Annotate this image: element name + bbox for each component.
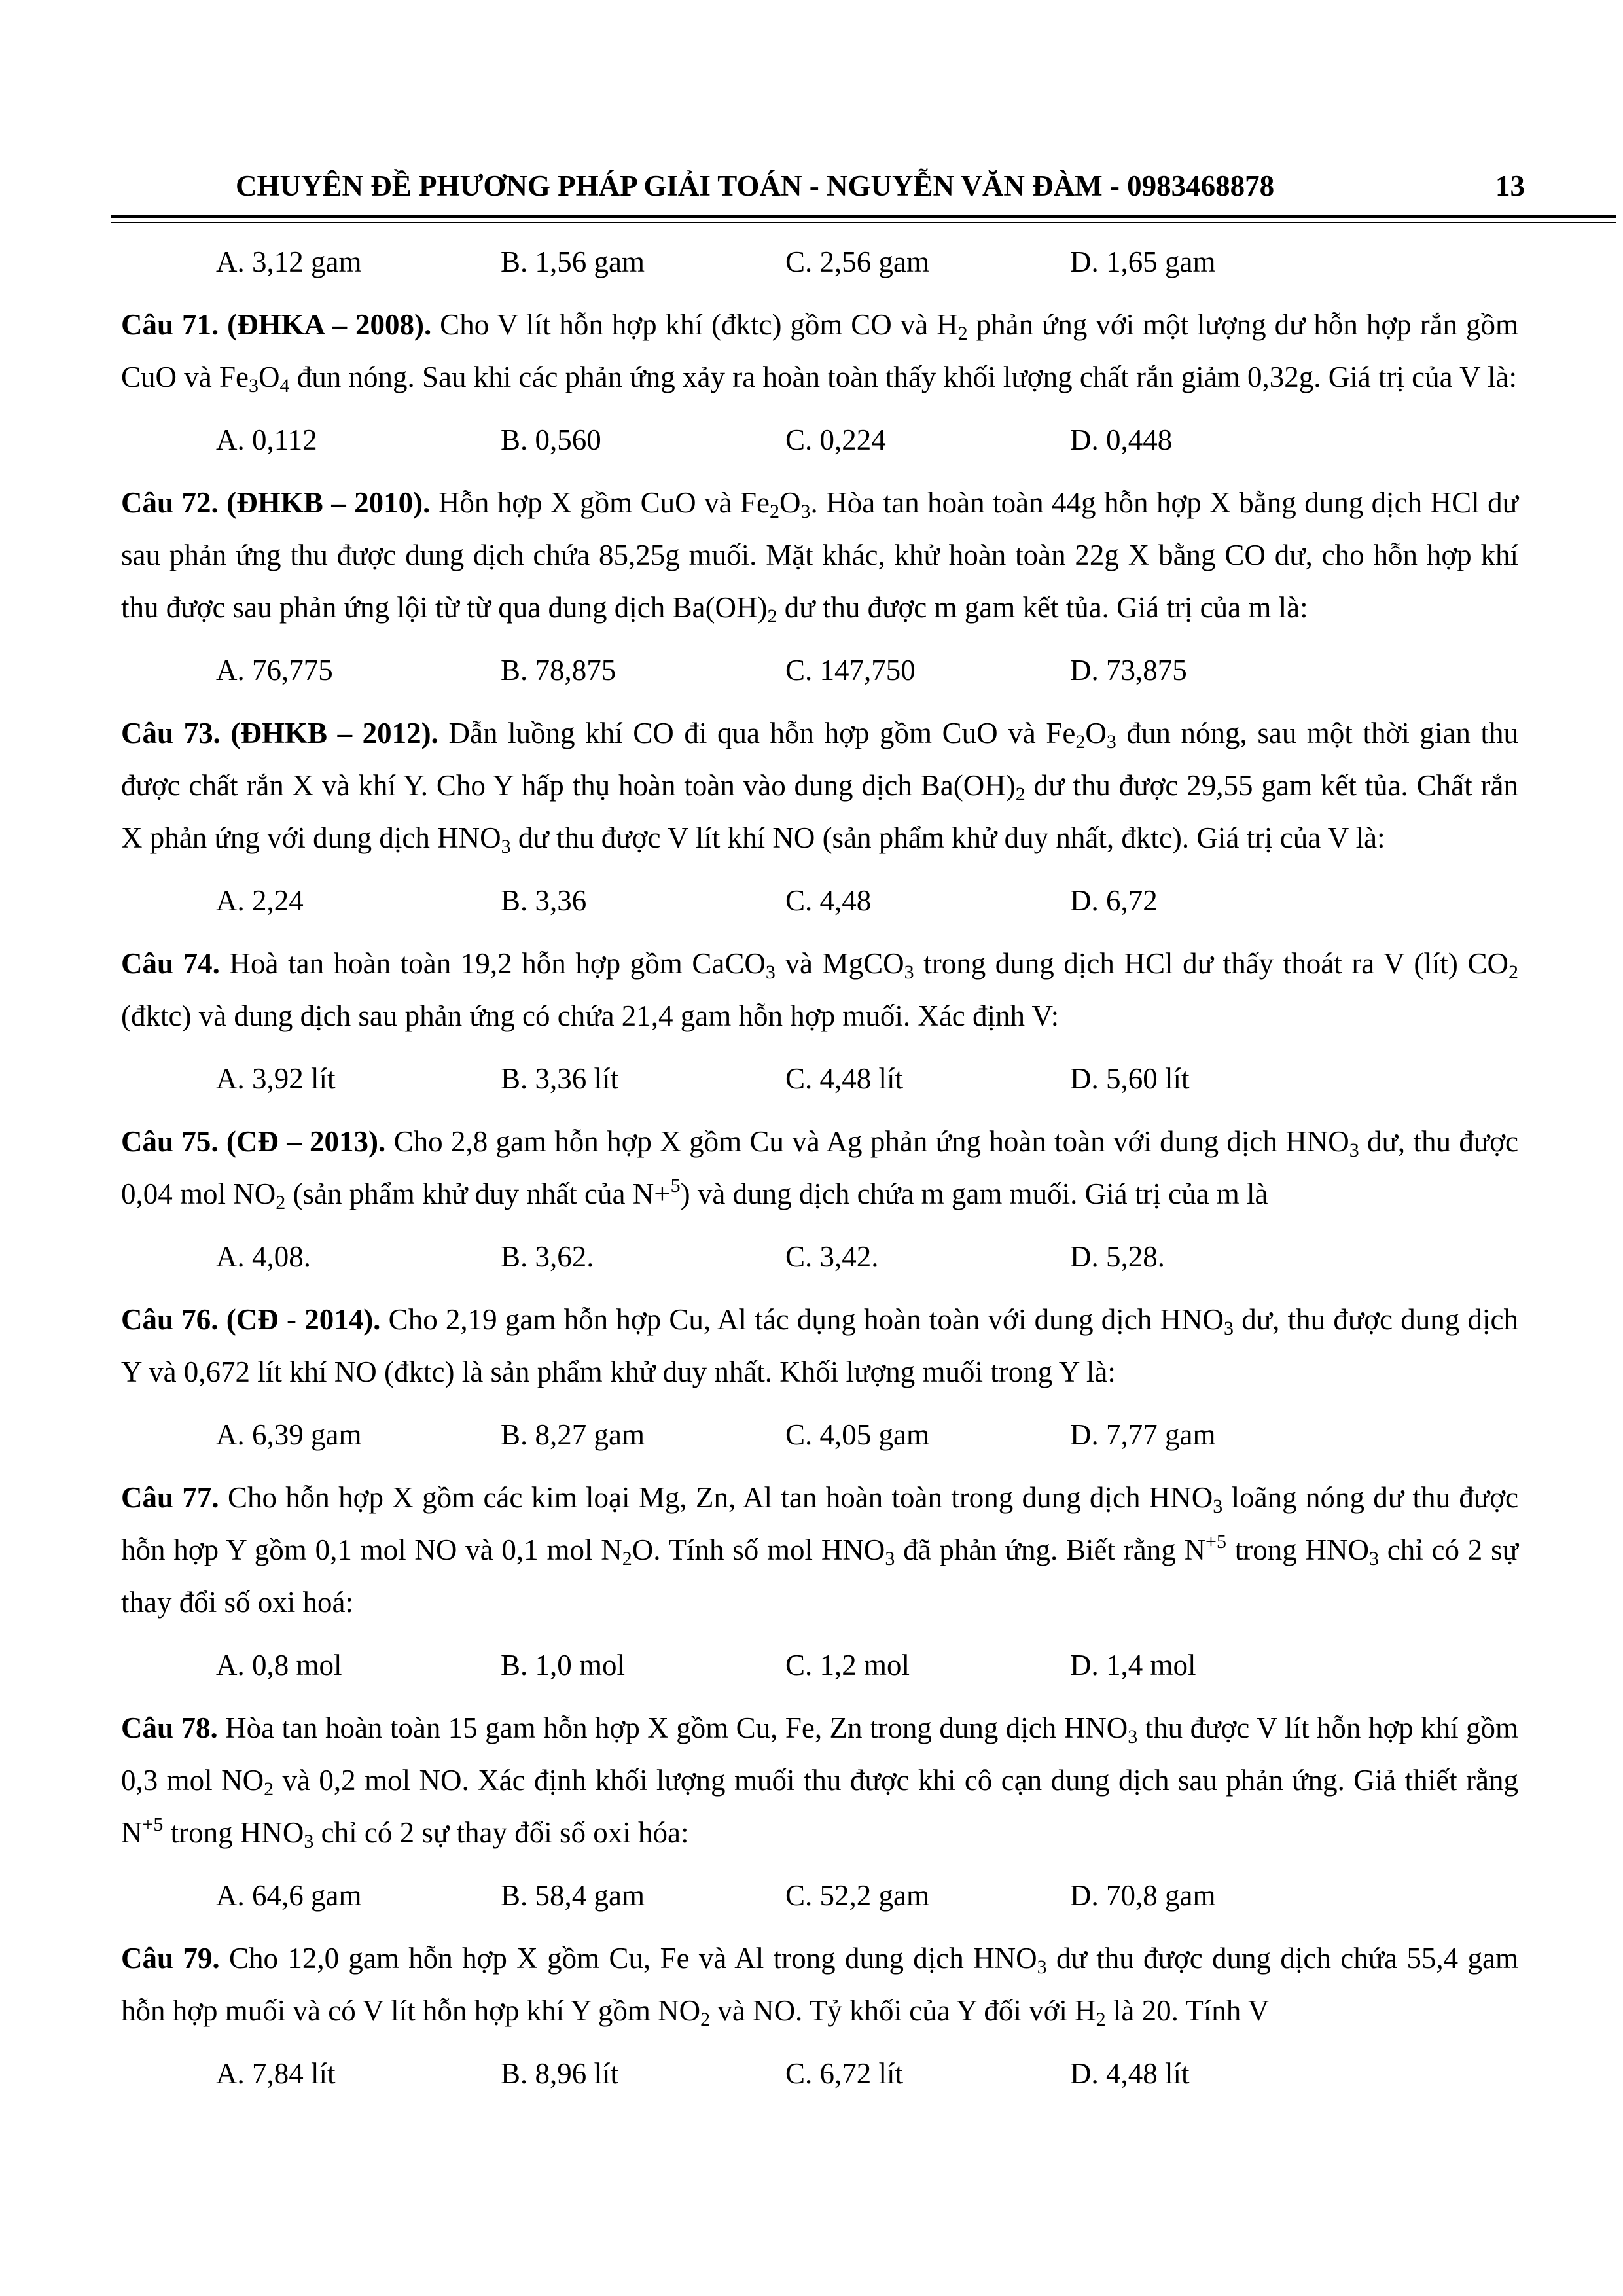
question-label: Câu 75. (CĐ – 2013).	[121, 1125, 386, 1158]
page-number: 13	[1495, 170, 1525, 202]
question-block	[121, 927, 1518, 1105]
option-a: A. 4,08.	[216, 1240, 311, 1273]
question-label: Câu 73. (ĐHKB – 2012).	[121, 717, 438, 749]
answer-options	[121, 414, 1518, 466]
question-stem	[121, 1115, 1518, 1220]
question-block	[121, 696, 1518, 927]
question-label: Câu 74.	[121, 947, 220, 980]
option-a: A. 64,6 gam	[216, 1879, 362, 1912]
answer-options	[121, 1639, 1518, 1691]
question-block	[121, 288, 1518, 466]
option-c: C. 2,56 gam	[785, 245, 929, 278]
option-c: C. 1,2 mol	[785, 1649, 910, 1681]
question-block	[121, 466, 1518, 696]
option-b: B. 3,62.	[501, 1240, 594, 1273]
question-block	[121, 1461, 1518, 1691]
spacer	[121, 1691, 1518, 1702]
spacer	[121, 1220, 1518, 1230]
spacer	[121, 466, 1518, 476]
page-header	[124, 169, 1525, 215]
answer-options	[121, 1869, 1518, 1922]
question-text: Cho 2,19 gam hỗn hợp Cu, Al tác dụng hoàn toàn với dung dịch $HNO_3$ dư, thu được dung dịch Y và 0,672 lít khí NO (đktc) là sản phẩm khử duy nhất. Khối lượng muối trong Y là:	[121, 1303, 1518, 1388]
question-block	[121, 1105, 1518, 1283]
spacer	[121, 1398, 1518, 1408]
question-stem	[121, 707, 1518, 864]
option-c: C. 6,72 lít	[785, 2057, 904, 2090]
option-b: B. 1,0 mol	[501, 1649, 626, 1681]
option-c: C. 0,224	[785, 423, 886, 456]
option-b: B. 58,4 gam	[501, 1879, 645, 1912]
spacer	[121, 288, 1518, 298]
question-list	[121, 288, 1518, 2100]
option-d: D. 6,72	[1070, 884, 1158, 917]
option-a: A. 3,92 lít	[216, 1062, 336, 1095]
option-d: D. 7,77 gam	[1070, 1418, 1216, 1451]
question-text: Dẫn luồng khí CO đi qua hỗn hợp gồm CuO và $Fe_2O_3$ đun nóng, sau một thời gian thu được chất rắn X và khí Y. Cho Y hấp thụ hoàn toàn vào dung dịch $Ba(OH)_2$ dư thu được 29,55 gam kết tủa. Chất rắn X phản ứng với dung dịch $HNO_3$ dư thu được V lít khí NO (sản phẩm khử duy nhất, đktc). Giá trị của V là:	[121, 717, 1519, 857]
question-text: Cho V lít hỗn hợp khí (đktc) gồm CO và $H_2$ phản ứng với một lượng dư hỗn hợp rắn gồm CuO và $Fe_3O_4$ đun nóng. Sau khi các phản ứng xảy ra hoàn toàn thấy khối lượng chất rắn giảm 0,32g. Giá trị của V là:	[121, 308, 1518, 397]
spacer	[121, 864, 1518, 874]
spacer	[121, 927, 1518, 937]
question-block	[121, 1691, 1518, 1922]
option-b: B. 3,36 lít	[501, 1062, 619, 1095]
page-content	[121, 236, 1518, 2100]
answer-options	[121, 644, 1518, 696]
header-rule-thick	[111, 215, 1616, 218]
option-a: A. 3,12 gam	[216, 245, 362, 278]
option-a: A. 0,112	[216, 423, 317, 456]
answer-options	[121, 1052, 1518, 1105]
spacer	[121, 2037, 1518, 2047]
spacer	[121, 403, 1518, 414]
header-title: CHUYÊN ĐỀ PHƯƠNG PHÁP GIẢI TOÁN - NGUYỄN VĂN ĐÀM - 0983468878	[236, 170, 1275, 202]
question-stem	[121, 298, 1518, 403]
question-stem	[121, 476, 1518, 634]
question-label: Câu 76. (CĐ - 2014).	[121, 1303, 381, 1336]
question-text: Cho 2,8 gam hỗn hợp X gồm Cu và Ag phản ứng hoàn toàn với dung dịch $HNO_3$ dư, thu được 0,04 mol $NO_2$ (sản phẩm khử duy nhất của N+$^5$) và dung dịch chứa m gam muối. Giá trị của m là	[121, 1125, 1518, 1213]
option-d: D. 5,60 lít	[1070, 1062, 1190, 1095]
question-stem	[121, 1471, 1518, 1628]
option-a: A. 6,39 gam	[216, 1418, 362, 1451]
answer-options	[121, 1230, 1518, 1283]
question-label: Câu 71. (ĐHKA – 2008).	[121, 308, 432, 341]
question-stem	[121, 1293, 1518, 1398]
spacer	[121, 1461, 1518, 1471]
option-c: C. 52,2 gam	[785, 1879, 929, 1912]
option-b: B. 3,36	[501, 884, 587, 917]
spacer	[121, 634, 1518, 644]
option-a: A. 76,775	[216, 654, 333, 687]
question-block	[121, 1283, 1518, 1461]
spacer	[121, 1283, 1518, 1293]
option-a: A. 0,8 mol	[216, 1649, 342, 1681]
option-d: D. 1,65 gam	[1070, 245, 1216, 278]
option-c: C. 4,48	[785, 884, 872, 917]
top-answer-options	[121, 236, 1518, 288]
option-d: D. 4,48 lít	[1070, 2057, 1190, 2090]
option-c: C. 147,750	[785, 654, 916, 687]
option-d: D. 0,448	[1070, 423, 1173, 456]
option-c: C. 4,05 gam	[785, 1418, 929, 1451]
option-a: A. 2,24	[216, 884, 304, 917]
spacer	[121, 1922, 1518, 1932]
spacer	[121, 1042, 1518, 1052]
option-b: B. 8,27 gam	[501, 1418, 645, 1451]
option-b: B. 1,56 gam	[501, 245, 645, 278]
question-text: Hoà tan hoàn toàn 19,2 hỗn hợp gồm CaCO$_3$ và MgCO$_3$ trong dung dịch HCl dư thấy thoát ra V (lít) $CO_2$ (đktc) và dung dịch sau phản ứng có chứa 21,4 gam hỗn hợp muối. Xác định V:	[121, 947, 1518, 1032]
question-label: Câu 78.	[121, 1712, 218, 1744]
option-c: C. 3,42.	[785, 1240, 879, 1273]
spacer	[121, 1105, 1518, 1115]
question-stem	[121, 1932, 1518, 2037]
question-label: Câu 79.	[121, 1942, 220, 1975]
spacer	[121, 696, 1518, 707]
answer-options	[121, 1408, 1518, 1461]
option-d: D. 73,875	[1070, 654, 1187, 687]
option-d: D. 5,28.	[1070, 1240, 1165, 1273]
option-b: B. 0,560	[501, 423, 601, 456]
header-rule-thin	[111, 222, 1616, 223]
question-text: Hòa tan hoàn toàn 15 gam hỗn hợp X gồm Cu, Fe, Zn trong dung dịch $HNO_3$ thu được V lít hỗn hợp khí gồm 0,3 mol $NO_2$ và 0,2 mol NO. Xác định khối lượng muối thu được khi cô cạn dung dịch sau phản ứng. Giả thiết rằng $N^{+5}$ trong $HNO_3$ chỉ có 2 sự thay đổi số oxi hóa:	[121, 1712, 1519, 1852]
question-stem	[121, 937, 1518, 1042]
question-text: Cho hỗn hợp X gồm các kim loại Mg, Zn, Al tan hoàn toàn trong dung dịch $HNO_3$ loãng nóng dư thu được hỗn hợp Y gồm 0,1 mol NO và 0,1 mol $N_2O$. Tính số mol $HNO_3$ đã phản ứng. Biết rằng $N^{+5}$ trong $HNO_3$ chỉ có 2 sự thay đổi số oxi hoá:	[121, 1481, 1519, 1619]
question-text: Hỗn hợp X gồm CuO và $Fe_2O_3$. Hòa tan hoàn toàn 44g hỗn hợp X bằng dung dịch HCl dư sau phản ứng thu được dung dịch chứa 85,25g muối. Mặt khác, khử hoàn toàn 22g X bằng CO dư, cho hỗn hợp khí thu được sau phản ứng lội từ từ qua dung dịch $Ba(OH)_2$ dư thu được m gam kết tủa. Giá trị của m là:	[121, 486, 1519, 627]
question-stem	[121, 1702, 1518, 1859]
option-b: B. 78,875	[501, 654, 616, 687]
option-b: B. 8,96 lít	[501, 2057, 619, 2090]
question-text: Cho 12,0 gam hỗn hợp X gồm Cu, Fe và Al trong dung dịch $HNO_3$ dư thu được dung dịch chứa 55,4 gam hỗn hợp muối và có V lít hỗn hợp khí Y gồm $NO_2$ và NO. Tỷ khối của Y đối với $H_2$ là 20. Tính V	[121, 1942, 1518, 2030]
spacer	[121, 1628, 1518, 1639]
answer-options	[121, 2047, 1518, 2100]
option-c: C. 4,48 lít	[785, 1062, 904, 1095]
answer-options	[121, 874, 1518, 927]
option-a: A. 7,84 lít	[216, 2057, 336, 2090]
spacer	[121, 1859, 1518, 1869]
question-label: Câu 72. (ĐHKB – 2010).	[121, 486, 431, 519]
option-d: D. 70,8 gam	[1070, 1879, 1216, 1912]
question-label: Câu 77.	[121, 1481, 219, 1514]
option-d: D. 1,4 mol	[1070, 1649, 1196, 1681]
question-block	[121, 1922, 1518, 2100]
